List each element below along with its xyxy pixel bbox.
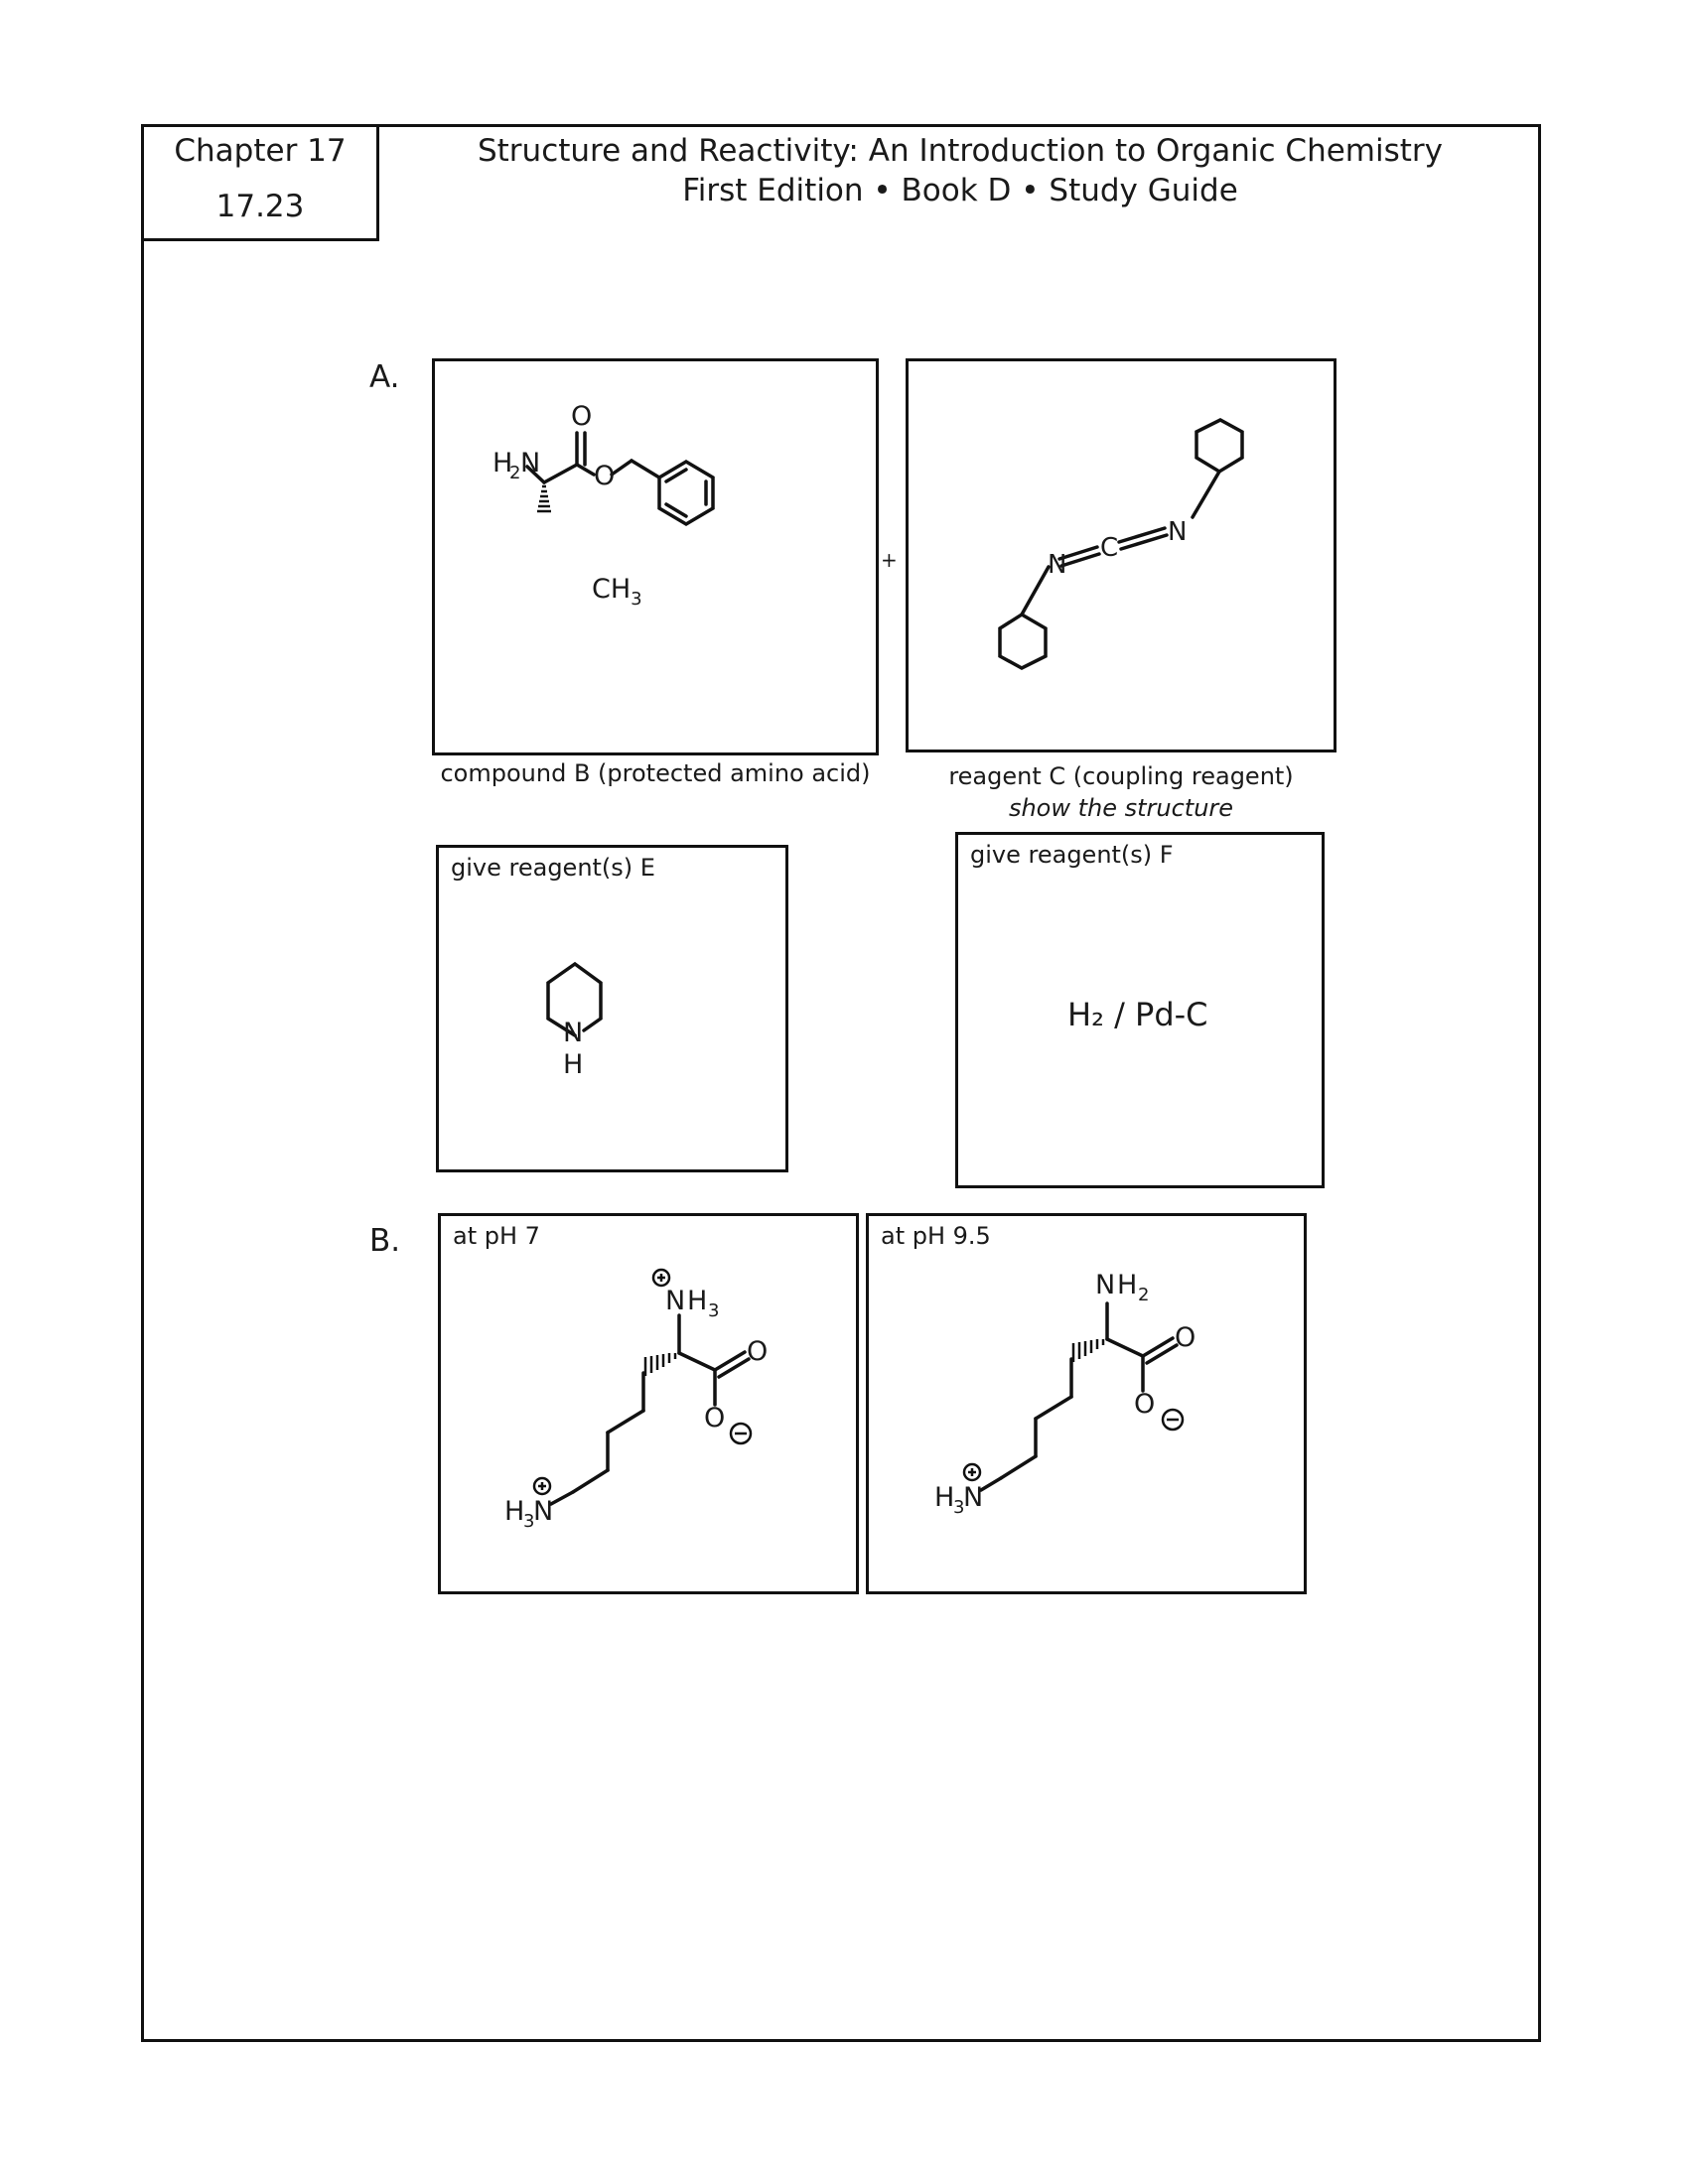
svg-text:N: N	[1048, 550, 1067, 580]
svg-text:H: H	[1117, 1270, 1138, 1300]
svg-text:3: 3	[708, 1300, 720, 1321]
svg-text:N: N	[1168, 517, 1188, 547]
svg-text:H: H	[563, 1049, 584, 1080]
reagent-c-box	[906, 358, 1336, 752]
book-subtitle: First Edition • Book D • Study Guide	[682, 173, 1238, 208]
part-a-letter: A.	[369, 359, 400, 395]
svg-text:O: O	[594, 461, 616, 491]
ph95-label: at pH 9.5	[881, 1222, 991, 1250]
reagent-c-caption: reagent C (coupling reagent)	[948, 762, 1294, 790]
svg-text:O: O	[1175, 1322, 1196, 1353]
ph7-label: at pH 7	[453, 1222, 540, 1250]
svg-text:2: 2	[509, 463, 521, 483]
chapter-label: Chapter 17	[174, 133, 347, 169]
svg-text:H: H	[492, 448, 513, 478]
lysine-ph95-structure	[869, 1216, 1304, 1591]
compound-b-box	[432, 358, 879, 755]
lysine-ph7-structure	[441, 1216, 856, 1591]
svg-text:N: N	[563, 1018, 584, 1048]
reagent-f-label: give reagent(s) F	[970, 841, 1174, 869]
page-header	[379, 131, 1541, 210]
compound-b-methyl-label	[435, 361, 876, 752]
reagent-f-box	[955, 832, 1325, 1188]
ph95-box	[866, 1213, 1307, 1594]
reagent-e-box	[436, 845, 788, 1172]
svg-text:N: N	[665, 1286, 686, 1316]
methyl-group: $CH_3$	[592, 574, 642, 610]
svg-text:3: 3	[523, 1511, 535, 1532]
svg-text:2: 2	[1138, 1285, 1150, 1305]
svg-text:H: H	[934, 1482, 955, 1513]
svg-text:O: O	[747, 1336, 769, 1367]
svg-text:O: O	[571, 401, 593, 432]
piperidine-structure	[439, 848, 785, 1169]
svg-text:O: O	[704, 1403, 726, 1433]
reagent-e-label: give reagent(s) E	[451, 854, 655, 882]
svg-text:O: O	[1134, 1389, 1156, 1420]
svg-text:N: N	[520, 448, 541, 478]
plus-sign: +	[881, 548, 898, 572]
svg-text:N: N	[1095, 1270, 1116, 1300]
svg-text:N: N	[533, 1496, 554, 1527]
ph7-box	[438, 1213, 859, 1594]
svg-text:N: N	[963, 1482, 984, 1513]
svg-text:H: H	[504, 1496, 525, 1527]
compound-b-caption: compound B (protected amino acid)	[440, 759, 871, 787]
problem-number: 17.23	[215, 189, 305, 224]
dcc-structure	[909, 361, 1334, 750]
chapter-box	[141, 124, 379, 241]
reagent-f-answer: H₂ / Pd-C	[1067, 996, 1208, 1033]
svg-text:H: H	[687, 1286, 708, 1316]
svg-text:C: C	[1100, 533, 1119, 563]
reagent-c-note: show the structure	[1008, 794, 1234, 822]
book-title: Structure and Reactivity: An Introduction to Organic Chemistry	[477, 133, 1444, 169]
part-b-letter: B.	[369, 1223, 401, 1259]
svg-text:3: 3	[953, 1497, 965, 1518]
